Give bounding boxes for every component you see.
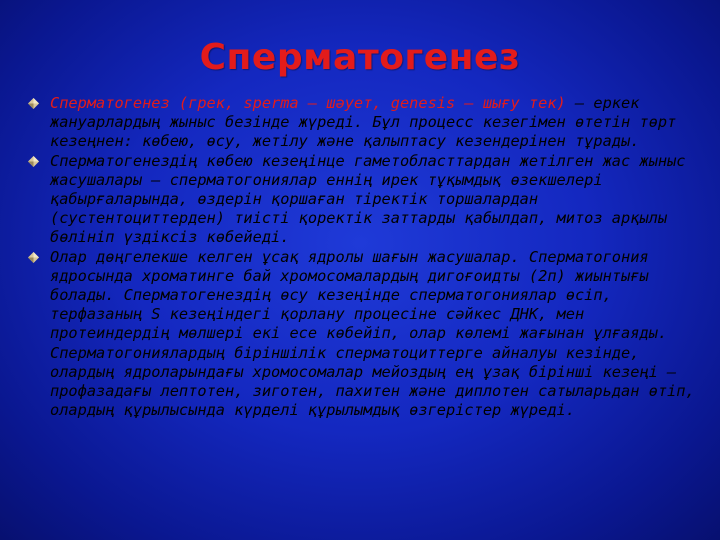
diamond-bullet-icon [28,98,39,109]
bullet-item [28,248,704,421]
bullet-highlight: Сперматогенез (грек, sperma — шәует, genesis — шығу тек) [50,94,566,112]
bullet-text: Сперматогенездің көбею кезеңінце гаметобласттардан жетілген жас жыныс жасушалары — сперматогониялар еннің ирек тұқымдық өзекшелері қабырғаларында, өздерін қоршаған тіректік торшалардан (сустентоциттерден) тиісті қоректік заттарды қабылдап, митоз арқылы бөлініп үздіксіз көбейеді. [50,151,686,247]
diamond-bullet-icon [28,156,39,167]
bullet-text: — еркек жануарлардың жыныс безінде жүреді. Бұл процесс кезегімен өтетін төрт кезеңнен: көбею, өсу, жетілу және қалыптасу кезендерінен тұрады. [50,94,677,151]
bullet-text: Олар дөңгелекше келген ұсақ ядролы шағын жасушалар. Сперматогония ядросында хроматинге бай хромосомалардың дигоғоидты (2п) жиынтығы болады. Сперматогенездің өсу кезеңінде сперматогониялар өсіп, терфазаның S кезеңіндегі қорлану процесіне сәйкес ДНК, мен протеиндердің мөлшері екі есе көбейіп, олар көлемі жағынан ұлғаяды. Сперматогониялардың біріншілік сперматоциттерге айналуы кезінде, олардың ядроларындағы хромосомалар мейоздың ең ұзақ бірінші кезеңі — профазадағы лептотен, зиготен, пахитен және диплотен сатыларьдан өтіп, олардың құрылысында күрделі құрылымдық өзгерістер жүреді. [50,247,695,420]
slide-title: Сперматогенез [199,37,521,78]
slide-content [28,94,704,420]
diamond-bullet-icon [28,252,39,263]
bullet-item [28,152,704,248]
bullet-item [28,94,704,152]
